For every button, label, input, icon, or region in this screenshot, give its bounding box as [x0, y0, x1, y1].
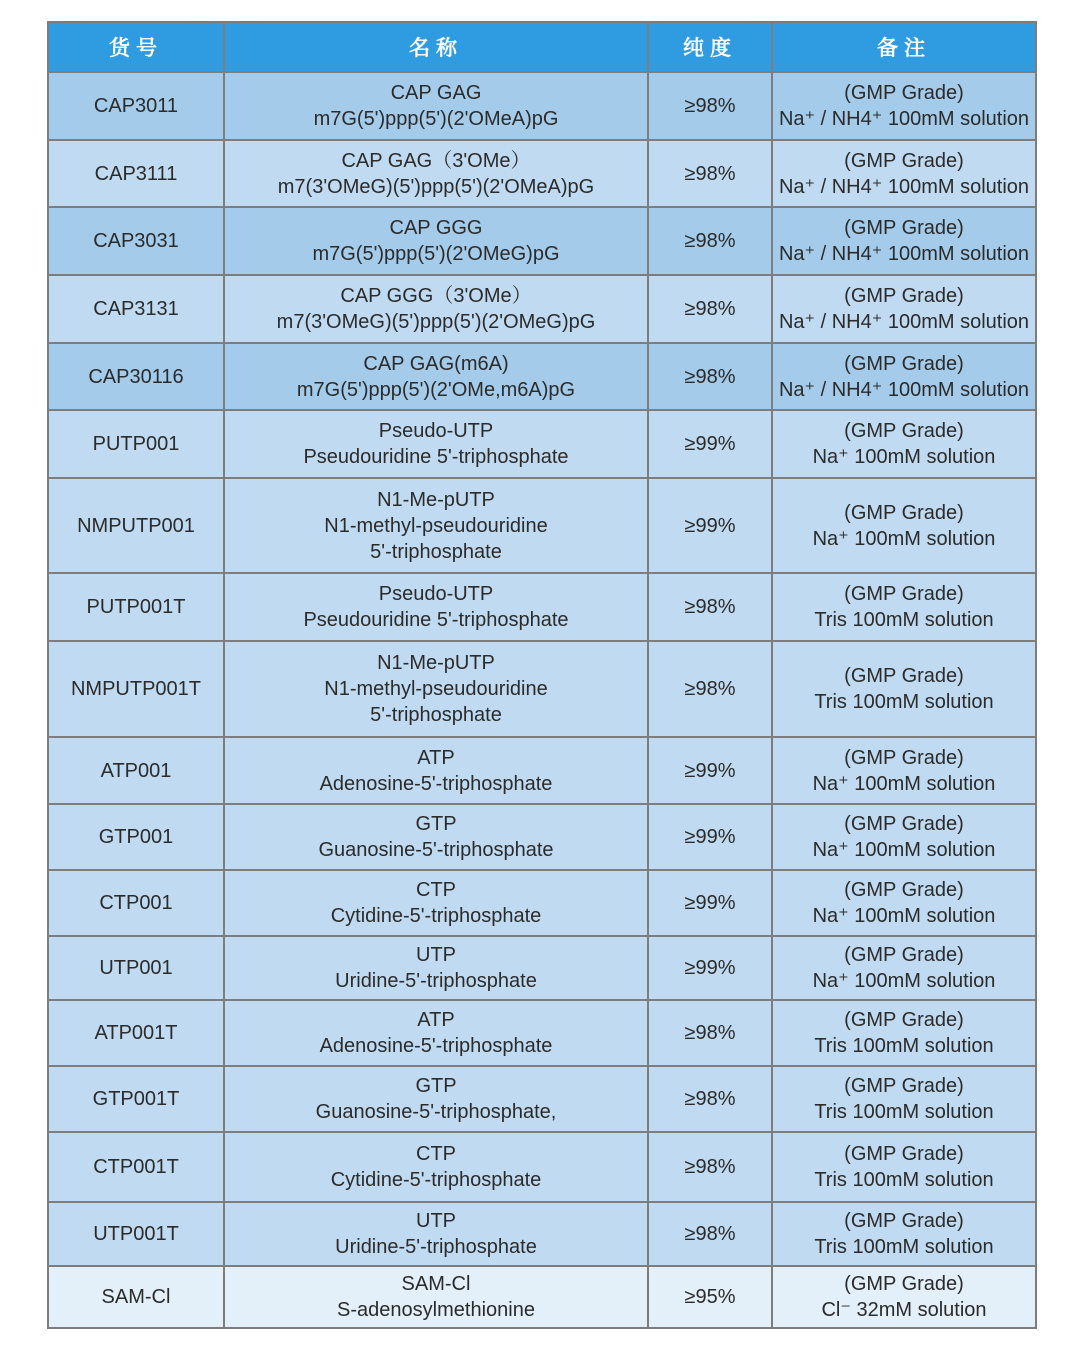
notes-cell — [772, 737, 1036, 804]
notes-line: Cl⁻ 32mM solution — [821, 1299, 987, 1321]
notes-cell — [772, 140, 1036, 207]
name-line: Pseudouridine 5'-triphosphate — [303, 446, 569, 468]
notes-cell — [772, 804, 1036, 870]
name-cell — [224, 140, 648, 207]
notes-line: (GMP Grade) — [844, 1273, 964, 1295]
table-row — [48, 936, 1036, 1000]
header-notes: 备注 — [772, 22, 1036, 72]
name-line: N1-Me-pUTP — [377, 488, 495, 511]
notes-cell — [772, 1132, 1036, 1202]
notes-line: (GMP Grade) — [844, 813, 964, 835]
purity-cell: ≥98% — [648, 275, 772, 343]
sku-cell: CTP001T — [48, 1132, 224, 1202]
table-row — [48, 1000, 1036, 1066]
purity-cell: ≥99% — [648, 870, 772, 936]
notes-line: (GMP Grade) — [844, 501, 964, 524]
notes-line: (GMP Grade) — [844, 583, 964, 605]
purity-cell: ≥99% — [648, 936, 772, 1000]
name-line: Uridine-5'-triphosphate — [335, 1236, 537, 1258]
name-cell — [224, 1000, 648, 1066]
name-line: Adenosine-5'-triphosphate — [319, 772, 553, 795]
name-line: N1-methyl-pseudouridine — [324, 678, 548, 700]
sku-cell: CAP3131 — [48, 275, 224, 343]
notes-cell — [772, 410, 1036, 478]
purity-cell: ≥98% — [648, 140, 772, 207]
notes-cell — [772, 343, 1036, 410]
notes-line: (GMP Grade) — [844, 879, 964, 901]
name-line: GTP — [415, 1075, 457, 1097]
name-line: m7G(5')ppp(5')(2'OMeG)pG — [312, 243, 560, 265]
sku-cell: SAM-Cl — [48, 1266, 224, 1328]
name-line: Cytidine-5'-triphosphate — [330, 905, 542, 927]
name-line: m7(3'OMeG)(5')ppp(5')(2'OMeA)pG — [277, 175, 595, 198]
name-cell — [224, 1202, 648, 1266]
notes-cell — [772, 478, 1036, 573]
sku-cell: ATP001T — [48, 1000, 224, 1066]
table-row — [48, 343, 1036, 410]
name-line: SAM-Cl — [401, 1273, 471, 1295]
name-line: Pseudo-UTP — [378, 583, 494, 605]
name-line: CAP GAG（3'OMe） — [341, 149, 531, 172]
purity-cell: ≥98% — [648, 641, 772, 737]
name-line: ATP — [417, 1009, 455, 1031]
purity-cell: ≥98% — [648, 343, 772, 410]
name-line: m7(3'OMeG)(5')ppp(5')(2'OMeG)pG — [276, 311, 596, 333]
name-line: CTP — [416, 1143, 456, 1165]
notes-line: Tris 100mM solution — [814, 609, 994, 631]
name-cell — [224, 1266, 648, 1328]
notes-line: Tris 100mM solution — [814, 1101, 994, 1123]
name-cell — [224, 343, 648, 410]
name-cell — [224, 1132, 648, 1202]
notes-line: Na⁺ 100mM solution — [812, 905, 996, 927]
purity-cell: ≥98% — [648, 573, 772, 641]
header-name: 名称 — [224, 22, 648, 72]
header-row — [48, 22, 1036, 72]
sku-cell: NMPUTP001 — [48, 478, 224, 573]
name-line: CAP GGG — [389, 217, 483, 239]
name-cell — [224, 737, 648, 804]
name-line: N1-Me-pUTP — [377, 652, 495, 674]
table-row — [48, 410, 1036, 478]
sku-cell: UTP001T — [48, 1202, 224, 1266]
name-line: Guanosine-5'-triphosphate, — [315, 1101, 557, 1123]
product-table — [47, 21, 1037, 1329]
purity-cell: ≥95% — [648, 1266, 772, 1328]
purity-cell: ≥99% — [648, 410, 772, 478]
table-row — [48, 275, 1036, 343]
notes-line: (GMP Grade) — [844, 149, 964, 172]
name-line: Pseudouridine 5'-triphosphate — [303, 609, 569, 631]
notes-line: Na⁺ / NH4⁺ 100mM solution — [778, 108, 1030, 130]
notes-line: (GMP Grade) — [844, 1009, 964, 1031]
purity-cell: ≥99% — [648, 478, 772, 573]
name-line: N1-methyl-pseudouridine — [324, 514, 548, 537]
sku-cell: CAP3031 — [48, 207, 224, 275]
name-line: 5'-triphosphate — [370, 540, 502, 563]
purity-cell: ≥98% — [648, 1202, 772, 1266]
table-row — [48, 1066, 1036, 1132]
sku-cell: CAP3011 — [48, 72, 224, 140]
table-row — [48, 1202, 1036, 1266]
sku-cell: GTP001T — [48, 1066, 224, 1132]
name-cell — [224, 207, 648, 275]
notes-line: Na⁺ 100mM solution — [812, 839, 996, 861]
notes-line: (GMP Grade) — [844, 1143, 964, 1165]
table-row — [48, 207, 1036, 275]
notes-line: (GMP Grade) — [844, 420, 964, 442]
purity-cell: ≥98% — [648, 1000, 772, 1066]
name-line: CTP — [416, 879, 456, 901]
sku-cell: CAP3111 — [48, 140, 224, 207]
notes-line: (GMP Grade) — [844, 746, 964, 769]
notes-cell — [772, 1000, 1036, 1066]
name-cell — [224, 936, 648, 1000]
name-line: S-adenosylmethionine — [337, 1299, 535, 1321]
notes-line: Na⁺ / NH4⁺ 100mM solution — [778, 311, 1030, 333]
notes-line: Na⁺ 100mM solution — [812, 446, 996, 468]
notes-line: Na⁺ / NH4⁺ 100mM solution — [778, 378, 1030, 401]
notes-line: (GMP Grade) — [844, 944, 964, 966]
notes-cell — [772, 936, 1036, 1000]
notes-cell — [772, 1202, 1036, 1266]
notes-cell — [772, 1266, 1036, 1328]
purity-cell: ≥98% — [648, 72, 772, 140]
purity-cell: ≥98% — [648, 207, 772, 275]
notes-line: Tris 100mM solution — [814, 1169, 994, 1191]
name-cell — [224, 641, 648, 737]
name-line: Guanosine-5'-triphosphate — [318, 839, 554, 861]
sku-cell: CAP30116 — [48, 343, 224, 410]
notes-cell — [772, 72, 1036, 140]
purity-cell: ≥99% — [648, 804, 772, 870]
notes-line: (GMP Grade) — [844, 1075, 964, 1097]
purity-cell: ≥98% — [648, 1132, 772, 1202]
notes-line: Na⁺ / NH4⁺ 100mM solution — [778, 175, 1030, 198]
notes-line: Na⁺ 100mM solution — [812, 527, 996, 550]
table-row — [48, 870, 1036, 936]
notes-line: (GMP Grade) — [844, 285, 964, 307]
name-line: ATP — [417, 746, 455, 769]
notes-cell — [772, 1066, 1036, 1132]
table-row — [48, 573, 1036, 641]
sku-cell: GTP001 — [48, 804, 224, 870]
notes-line: Na⁺ 100mM solution — [812, 772, 996, 795]
notes-cell — [772, 275, 1036, 343]
notes-line: (GMP Grade) — [844, 665, 964, 687]
notes-line: Tris 100mM solution — [814, 691, 994, 713]
name-line: Cytidine-5'-triphosphate — [330, 1169, 542, 1191]
sku-cell: ATP001 — [48, 737, 224, 804]
sku-cell: PUTP001 — [48, 410, 224, 478]
notes-cell — [772, 641, 1036, 737]
name-cell — [224, 804, 648, 870]
purity-cell: ≥98% — [648, 1066, 772, 1132]
name-line: m7G(5')ppp(5')(2'OMeA)pG — [313, 108, 559, 130]
notes-line: (GMP Grade) — [844, 82, 964, 104]
name-cell — [224, 1066, 648, 1132]
table-body — [48, 72, 1036, 1328]
sku-cell: UTP001 — [48, 936, 224, 1000]
name-line: m7G(5')ppp(5')(2'OMe,m6A)pG — [296, 378, 576, 401]
sku-cell: NMPUTP001T — [48, 641, 224, 737]
table-row — [48, 737, 1036, 804]
notes-line: (GMP Grade) — [844, 217, 964, 239]
table-row — [48, 1132, 1036, 1202]
notes-cell — [772, 573, 1036, 641]
name-line: Uridine-5'-triphosphate — [335, 970, 537, 992]
notes-line: Na⁺ / NH4⁺ 100mM solution — [778, 243, 1030, 265]
notes-line: Na⁺ 100mM solution — [812, 970, 996, 992]
name-cell — [224, 870, 648, 936]
purity-cell: ≥99% — [648, 737, 772, 804]
name-line: UTP — [416, 1210, 456, 1232]
table-row — [48, 804, 1036, 870]
name-cell — [224, 72, 648, 140]
table-row — [48, 140, 1036, 207]
table-row — [48, 478, 1036, 573]
notes-line: (GMP Grade) — [844, 352, 964, 375]
notes-line: (GMP Grade) — [844, 1210, 964, 1232]
name-line: Adenosine-5'-triphosphate — [319, 1035, 553, 1057]
name-line: 5'-triphosphate — [370, 704, 502, 726]
notes-line: Tris 100mM solution — [814, 1035, 994, 1057]
notes-cell — [772, 870, 1036, 936]
notes-cell — [772, 207, 1036, 275]
name-line: CAP GAG — [390, 82, 482, 104]
sku-cell: CTP001 — [48, 870, 224, 936]
name-cell — [224, 478, 648, 573]
name-cell — [224, 410, 648, 478]
name-line: UTP — [416, 944, 456, 966]
name-line: Pseudo-UTP — [378, 420, 494, 442]
name-line: CAP GGG（3'OMe） — [340, 285, 532, 307]
table-row — [48, 1266, 1036, 1328]
name-line: GTP — [415, 813, 457, 835]
name-line: CAP GAG(m6A) — [363, 352, 509, 375]
table-row — [48, 72, 1036, 140]
header-sku: 货号 — [48, 22, 224, 72]
table-row — [48, 641, 1036, 737]
sku-cell: PUTP001T — [48, 573, 224, 641]
name-cell — [224, 275, 648, 343]
header-purity: 纯度 — [648, 22, 772, 72]
notes-line: Tris 100mM solution — [814, 1236, 994, 1258]
name-cell — [224, 573, 648, 641]
